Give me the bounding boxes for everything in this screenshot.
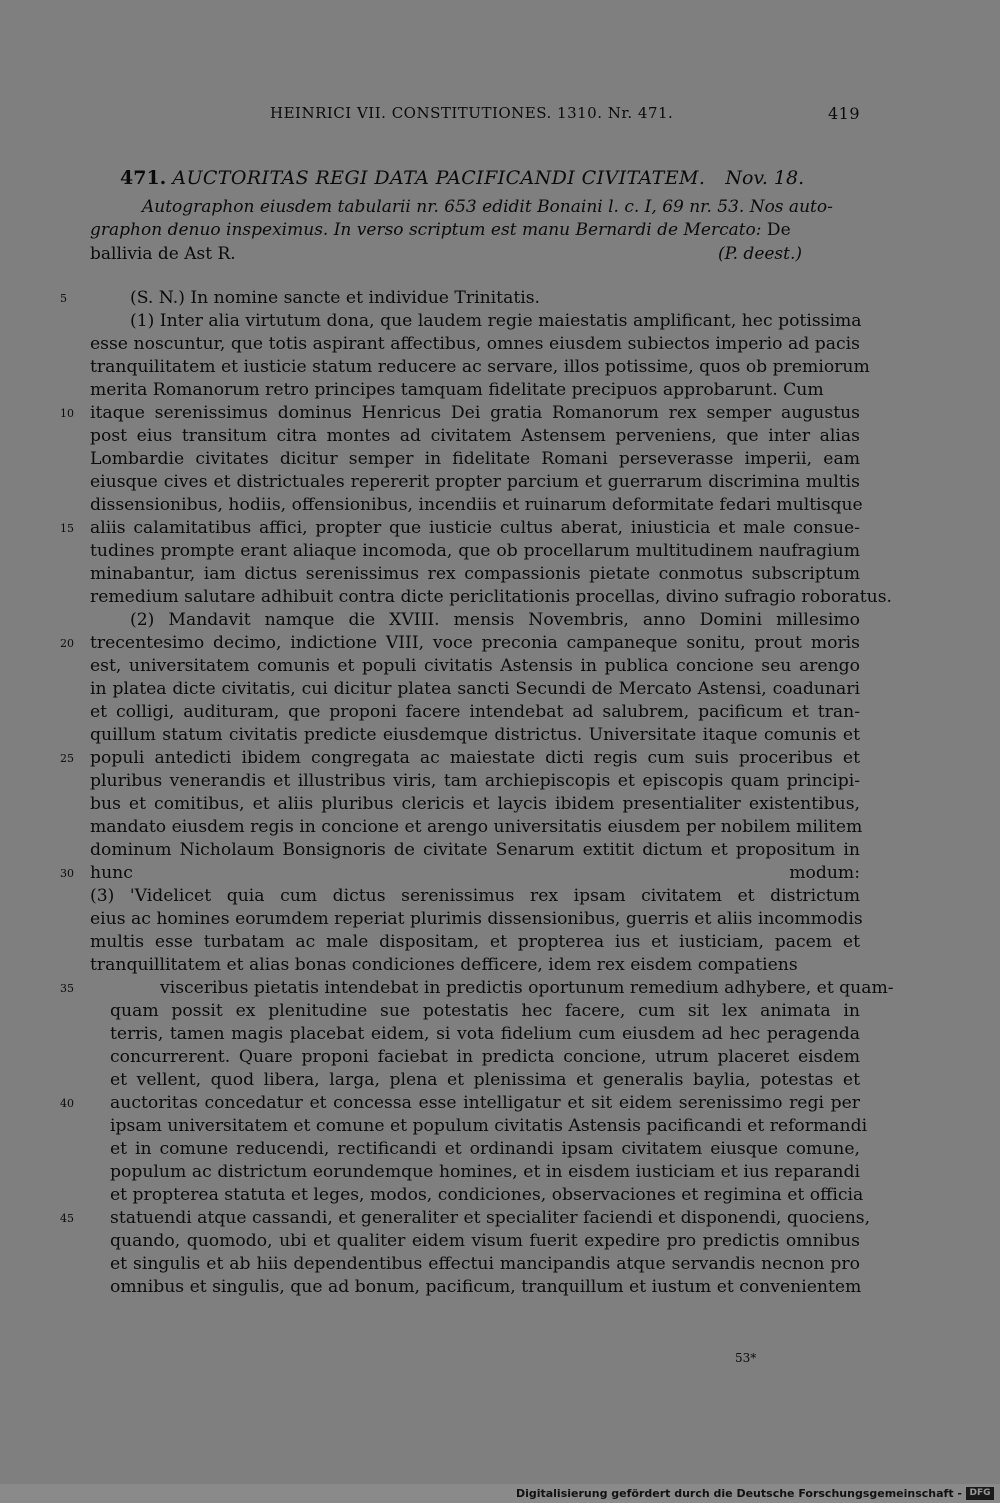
text-line: omnibus et singulis, que ad bonum, pacificum, tranquillum et iustum et convenientem xyxy=(110,1277,862,1297)
text-line: eiusque cives et districtuales repererit propter parcium et guerrarum discrimina multis xyxy=(90,472,860,492)
document-heading xyxy=(120,167,860,189)
line-number: 30 xyxy=(60,867,74,880)
line-number: 20 xyxy=(60,637,74,650)
text-line: Lombardie civitates dicitur semper in fidelitate Romani perseverasse imperii, eam xyxy=(90,449,860,469)
text-line: concurrerent. Quare proponi faciebat in predicta concione, utrum placeret eisdem xyxy=(110,1047,860,1067)
footer-credit: Digitalisierung gefördert durch die Deutsche Forschungsgemeinschaft - xyxy=(515,1487,962,1500)
page-number: 419 xyxy=(827,104,860,123)
text-line: hunc modum: xyxy=(90,863,860,883)
text-line: remedium salutare adhibuit contra dicte periclitationis procellas, divino sufragio roboratus. xyxy=(90,587,892,607)
provenance-text: Autographon eiusdem tabularii nr. 653 edidit Bonaini l. c. I, 69 nr. 53. Nos auto- xyxy=(142,197,833,217)
provenance-line-2 xyxy=(90,220,860,240)
document-date: Nov. 18. xyxy=(725,167,805,189)
text-line: in platea dicte civitatis, cui dicitur platea sancti Secundi de Mercato Astensi, coadunari xyxy=(90,679,860,699)
text-line: itaque serenissimus dominus Henricus Dei gratia Romanorum rex semper augustus xyxy=(90,403,860,423)
text-line: bus et comitibus, et aliis pluribus clericis et laycis ibidem presentialiter existentibus, xyxy=(90,794,860,814)
line-number: 35 xyxy=(60,982,74,995)
text-line: pluribus venerandis et illustribus viris, tam archiepiscopis et episcopis quam principi- xyxy=(90,771,860,791)
text-line: trecentesimo decimo, indictione VIII, voce preconia campaneque sonitu, prout moris xyxy=(90,633,860,653)
text-line: merita Romanorum retro principes tamquam fidelitate precipuos approbarunt. Cum xyxy=(90,380,824,400)
text-line: quillum statum civitatis predicte eiusdemque districtus. Universitate itaque comunis et xyxy=(90,725,860,745)
text-line: et propterea statuta et leges, modos, condiciones, observaciones et regimina et officia xyxy=(110,1185,864,1205)
provenance-line-1 xyxy=(90,197,860,217)
running-head-text: HEINRICI VII. CONSTITUTIONES. 1310. Nr. 471. xyxy=(270,104,674,122)
text-line: quam possit ex plenitudine sue potestatis hec facere, cum sit lex animata in xyxy=(110,1001,860,1021)
text-line: esse noscuntur, que totis aspirant affectibus, omnes eiusdem subiectos imperio ad pacis xyxy=(90,334,860,354)
text-line: (1) Inter alia virtutum dona, que laudem regie maiestatis amplificant, hec potissima xyxy=(130,311,862,331)
line-number: 25 xyxy=(60,752,74,765)
line-number: 15 xyxy=(60,522,74,535)
provenance-line-3 xyxy=(90,244,860,264)
text-line: aliis calamitatibus affici, propter que iusticie cultus aberat, iniusticia et male consue- xyxy=(90,518,860,538)
signature-mark: 53* xyxy=(735,1351,757,1365)
text-line: (2) Mandavit namque die XVIII. mensis Novembris, anno Domini millesimo xyxy=(130,610,860,630)
running-head xyxy=(270,104,860,122)
text-line: et vellent, quod libera, larga, plena et plenissima et generalis baylia, potestas et xyxy=(110,1070,860,1090)
line-number: 40 xyxy=(60,1097,74,1110)
text-line: auctoritas concedatur et concessa esse intelligatur et sit eidem serenissimo regi per xyxy=(110,1093,860,1113)
line-number: 5 xyxy=(60,292,67,305)
text-line: populum ac districtum eorundemque homines, et in eisdem iusticiam et ius reparandi xyxy=(110,1162,860,1182)
text-line: et in comune reducendi, rectificandi et ordinandi ipsam civitatem eiusque comune, xyxy=(110,1139,860,1159)
text-line: mandato eiusdem regis in concione et arengo universitatis eiusdem per nobilem militem xyxy=(90,817,863,837)
text-line: tudines prompte erant aliaque incomoda, que ob procellarum multitudinem naufragium xyxy=(90,541,860,561)
text-line: eius ac homines eorumdem reperiat plurimis dissensionibus, guerris et aliis incommodis xyxy=(90,909,863,929)
document-number: 471. xyxy=(120,167,167,189)
text-line: et singulis et ab hiis dependentibus effectui mancipandis atque servandis necnon pro xyxy=(110,1254,860,1274)
line-number: 10 xyxy=(60,407,74,420)
text-line: ipsam universitatem et comune et populum civitatis Astensis pacificandi et reformandi xyxy=(110,1116,868,1136)
provenance-note: (P. deest.) xyxy=(718,244,803,264)
text-line: terris, tamen magis placebat eidem, si vota fidelium cum eiusdem ad hec peragenda xyxy=(110,1024,860,1044)
text-line: (S. N.) In nomine sancte et individue Trinitatis. xyxy=(130,288,541,308)
provenance-text: ballivia de Ast R. xyxy=(90,244,236,264)
provenance-text: De xyxy=(761,220,791,240)
text-line: visceribus pietatis intendebat in predictis oportunum remedium adhybere, et quam- xyxy=(160,978,894,998)
text-line: tranquilitatem et iusticie statum reducere ac servare, illos potissime, quos ob premiorum xyxy=(90,357,870,377)
dfg-logo-icon: DFG xyxy=(966,1487,994,1500)
text-line: tranquillitatem et alias bonas condiciones defficere, idem rex eisdem compatiens xyxy=(90,955,798,975)
text-line: post eius transitum citra montes ad civitatem Astensem perveniens, que inter alias xyxy=(90,426,860,446)
line-number: 45 xyxy=(60,1212,74,1225)
text-line: multis esse turbatam ac male dispositam, et propterea ius et iusticiam, pacem et xyxy=(90,932,860,952)
text-line: quando, quomodo, ubi et qualiter eidem visum fuerit expedire pro predictis omnibus xyxy=(110,1231,860,1251)
text-line: (3) 'Videlicet quia cum dictus serenissimus rex ipsam civitatem et districtum xyxy=(90,886,860,906)
text-line: est, universitatem comunis et populi civitatis Astensis in publica concione seu arengo xyxy=(90,656,860,676)
text-line: minabantur, iam dictus serenissimus rex compassionis pietate conmotus subscriptum xyxy=(90,564,860,584)
text-line: populi antedicti ibidem congregata ac maiestate dicti regis cum suis proceribus et xyxy=(90,748,860,768)
text-line: dissensionibus, hodiis, offensionibus, incendiis et ruinarum deformitate fedari multisque xyxy=(90,495,863,515)
provenance-text: graphon denuo inspeximus. In verso scriptum est manu Bernardi de Mercato: xyxy=(90,220,762,240)
text-line: et colligi, audituram, que proponi facere intendebat ad salubrem, pacificum et tran- xyxy=(90,702,860,722)
text-line: statuendi atque cassandi, et generaliter et specialiter faciendi et disponendi, quociens, xyxy=(110,1208,871,1228)
document-title: AUCTORITAS REGI DATA PACIFICANDI CIVITATEM. xyxy=(172,167,706,189)
text-line: dominum Nicholaum Bonsignoris de civitate Senarum extitit dictum et propositum in xyxy=(90,840,860,860)
